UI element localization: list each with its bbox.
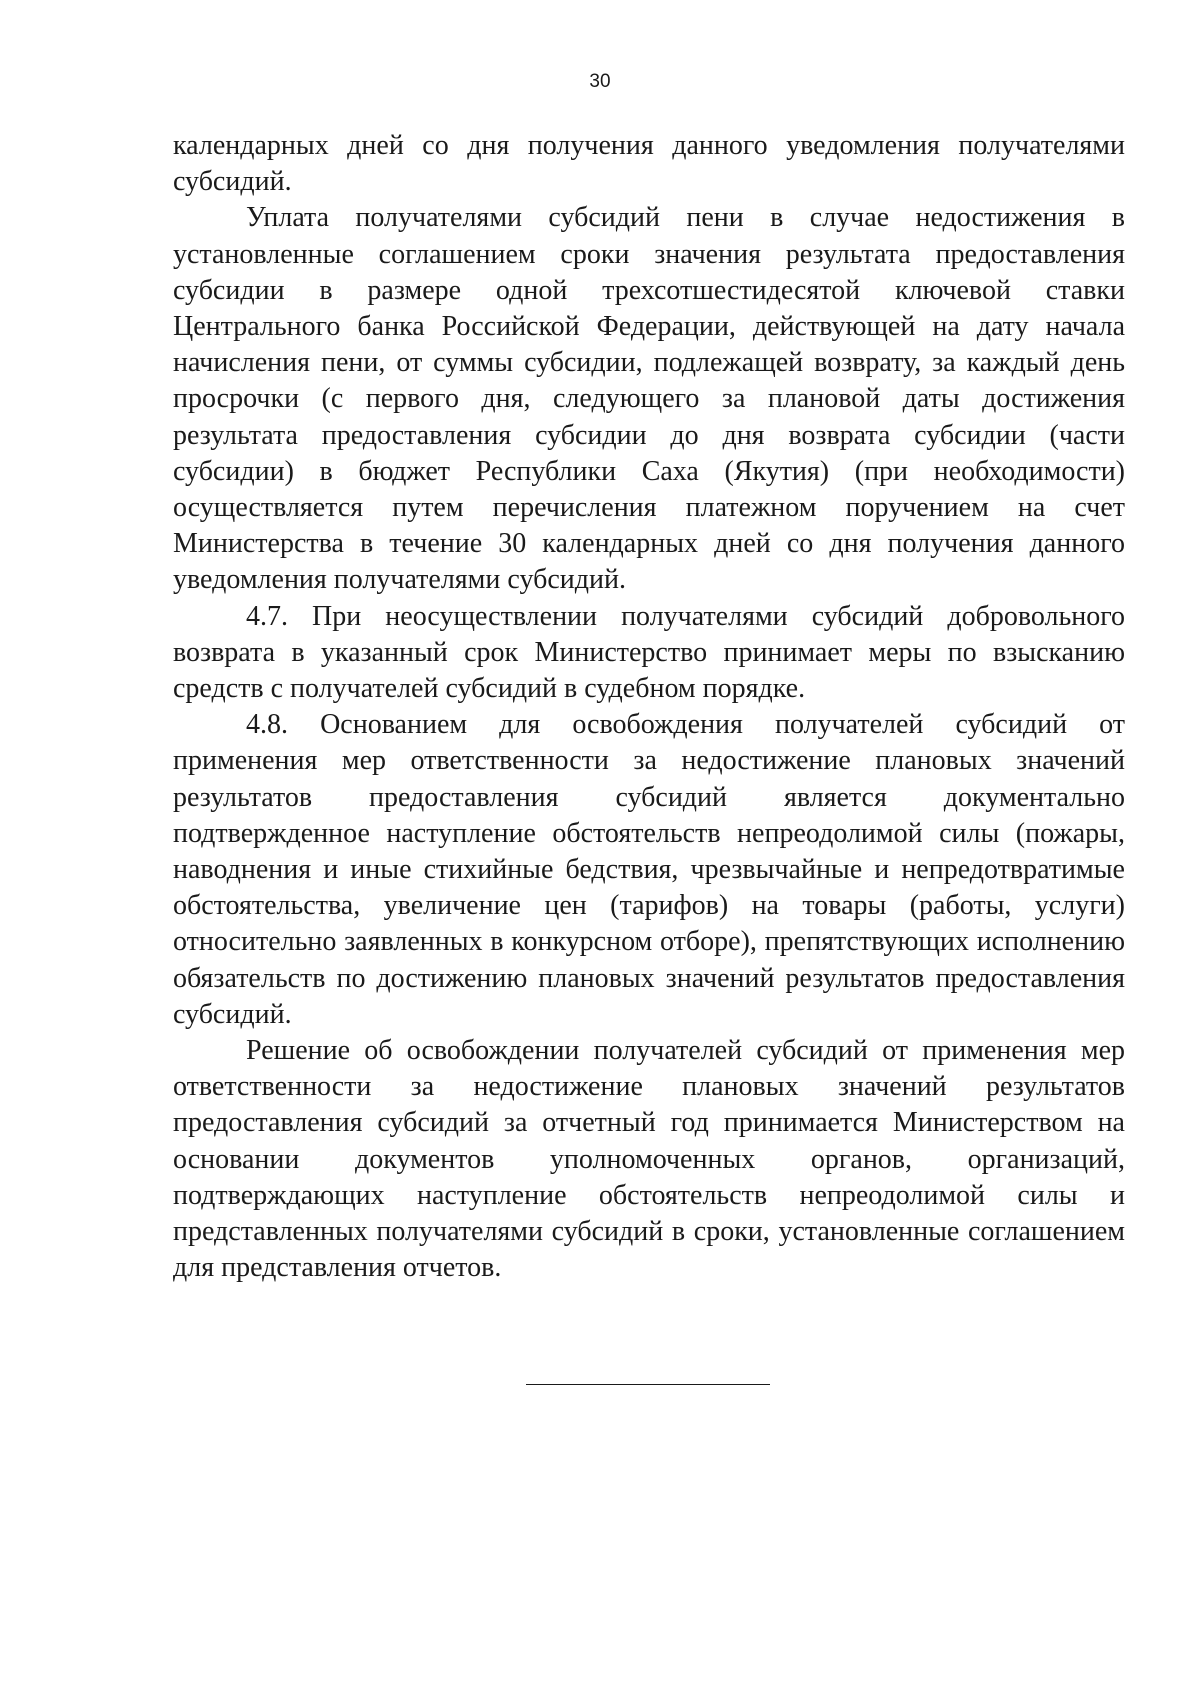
paragraph-4-8: 4.8. Основанием для освобождения получателей субсидий от применения мер ответственности за недостижение плановых значений результатов предоставления субсидий является документально подтвержденное наступление обстоятельств непреодолимой силы (пожары, наводнения и иные стихийные бедствия, чрезвычайные и непредотвратимые обстоятельства, увеличение цен (тарифов) на товары (работы, услуги) относительно заявленных в конкурсном отборе), препятствующих исполнению обязательств по достижению плановых значений результатов предоставления субсидий. — [173, 709, 1125, 1030]
paragraph-continuation: календарных дней со дня получения данного уведомления получателями субсидий. — [173, 130, 1125, 198]
paragraph-exemption-decision: Решение об освобождении получателей субсидий от применения мер ответственности за недостижение плановых значений результатов предоставления субсидий за отчетный год принимается Министерством на основании документов уполномоченных органов, организаций, подтверждающих наступление обстоятельств непреодолимой силы и представленных получателями субсидий в сроки, установленные соглашением для представления отчетов. — [173, 1035, 1125, 1284]
document-body — [173, 128, 1125, 1287]
paragraph-4-7: 4.7. При неосуществлении получателями субсидий добровольного возврата в указанный срок Министерство принимает меры по взысканию средств с получателей субсидий в судебном порядке. — [173, 600, 1125, 705]
paragraph-penalty-payment: Уплата получателями субсидий пени в случае недостижения в установленные соглашением сроки значения результата предоставления субсидии в размере одной трехсотшестидесятой ключевой ставки Центрального банка Российской Федерации, действующей на дату начала начисления пени, от суммы субсидии, подлежащей возврату, за каждый день просрочки (с первого дня, следующего за плановой даты достижения результата предоставления субсидии до дня возврата субсидии (части субсидии) в бюджет Республики Саха (Якутия) (при необходимости) осуществляется путем перечисления платежном поручением на счет Министерства в течение 30 календарных дней со дня получения данного уведомления получателями субсидий. — [173, 202, 1125, 596]
end-of-document-divider — [526, 1384, 770, 1385]
page-number: 30 — [589, 71, 611, 92]
